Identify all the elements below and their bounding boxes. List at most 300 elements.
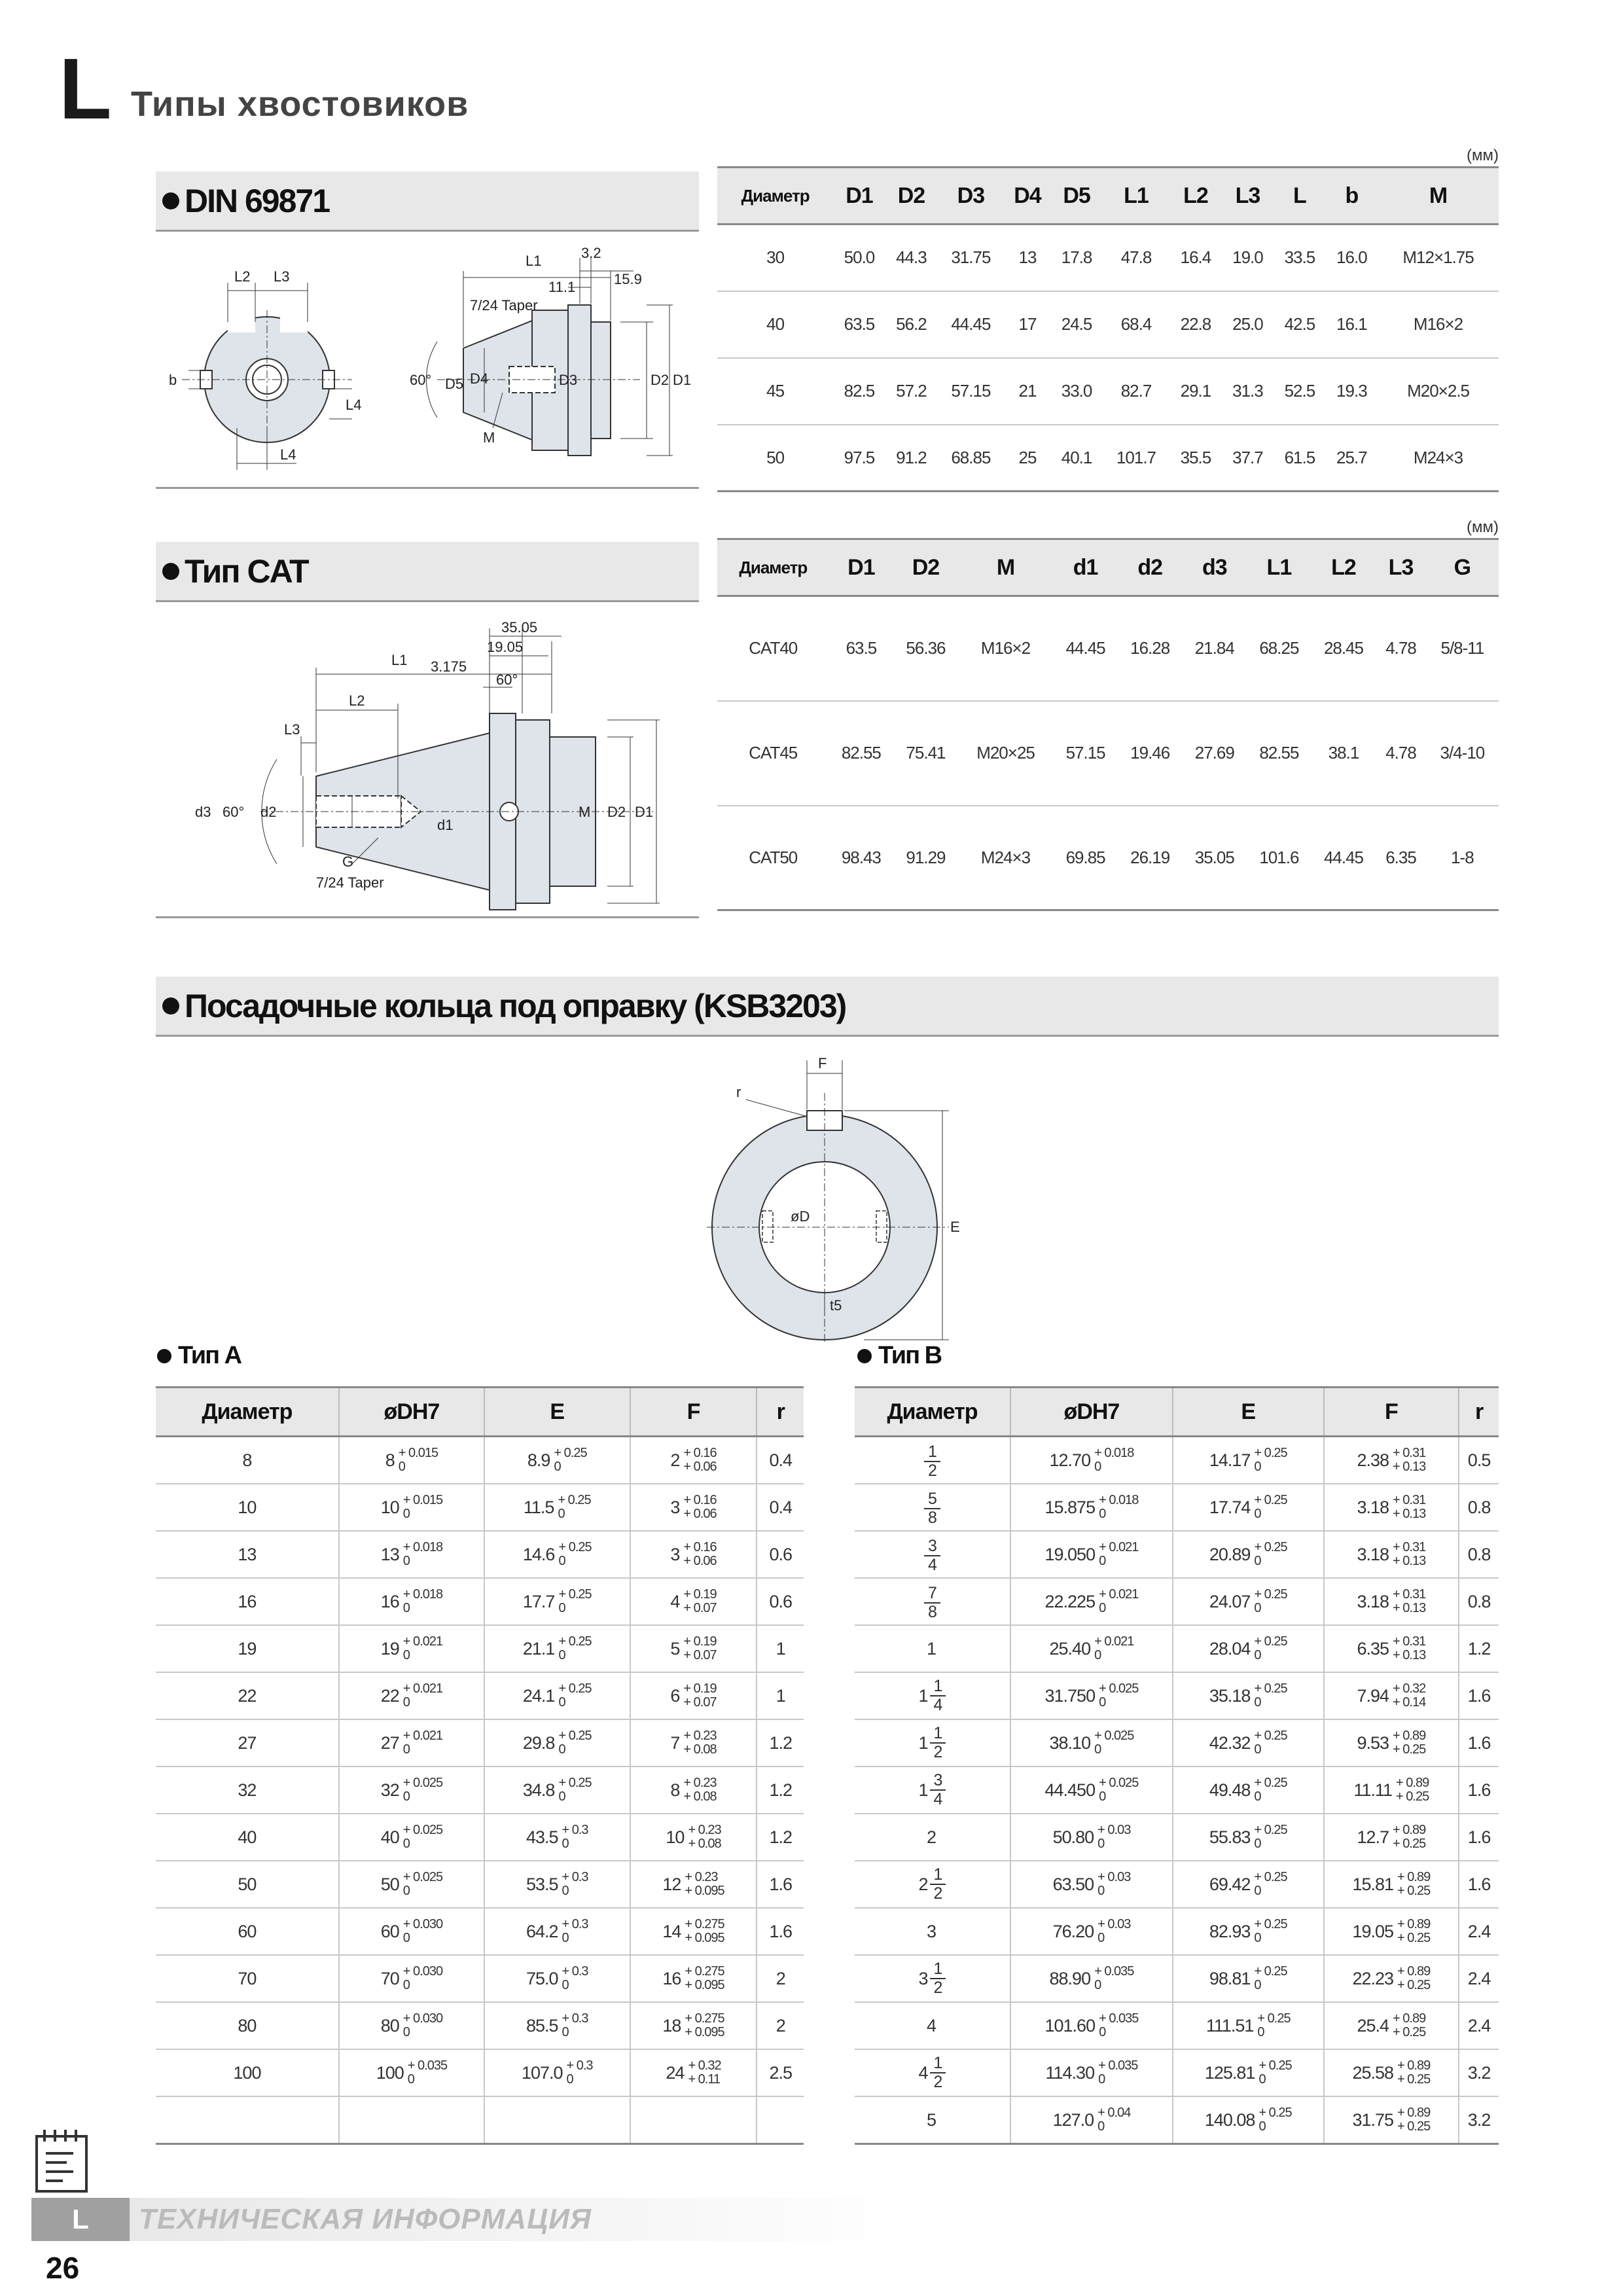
din-label-11-1: 11.1 [548,279,576,295]
din-label-l4: L4 [346,397,362,413]
ta-cell-od-nominal: 32 [380,1780,399,1800]
ta-cell-e [484,1625,630,1672]
ta-cell-od-lower: 0 [402,1554,410,1568]
ta-cell-r: 1.6 [757,1861,804,1908]
fraction-part [924,1443,940,1480]
ta-cell-f-upper: + 0.19 [683,1587,717,1602]
fraction [919,1960,946,1997]
tb-cell-r: 1.6 [1459,1719,1499,1767]
ta-table-row [156,1531,804,1578]
ta-cell-diameter: 22 [156,1672,339,1719]
tb-cell-e-nominal: 125.81 [1204,2062,1255,2083]
tb-cell-od-value-group [1050,1446,1134,1474]
tb-cell-f-value-group [1357,1494,1425,1521]
ta-table-row [156,1437,804,1484]
cat-cell: 82.55 [829,701,894,806]
cat-label-35-05: 35.05 [501,619,538,636]
ta-cell-f-value-group [670,1588,716,1615]
tb-cell-od [1010,1719,1173,1767]
tb-col-header: F [1324,1388,1459,1437]
ta-cell-f [630,1955,757,2002]
ta-cell-f-nominal: 10 [666,1827,685,1847]
ta-cell-od-tolerance [403,1918,442,1945]
tb-cell-e-nominal: 69.42 [1209,1874,1251,1894]
din-cell: 24.5 [1050,291,1102,358]
tb-cell-e-lower: 0 [1254,1507,1261,1521]
ta-cell-e [484,1955,630,2002]
cat-table-row [717,596,1499,701]
tb-cell-f-lower: + 0.25 [1397,1884,1431,1898]
cat-col-header: M [958,539,1054,596]
tb-cell-od-value-group [1053,2106,1131,2134]
ta-cell-e-value-group [523,1682,592,1710]
tb-cell-od-lower: 0 [1094,1742,1101,1757]
ta-cell-od-upper: + 0.021 [402,1634,443,1649]
tb-cell-e-lower: 0 [1254,1884,1261,1898]
tb-cell-e-value-group [1209,1541,1287,1568]
din-table-row [717,224,1499,291]
ta-cell-f-nominal: 7 [670,1732,680,1753]
din-cell: 63.5 [833,291,885,358]
ta-col-header: øDH7 [339,1388,484,1437]
fraction-whole: 2 [918,1874,928,1894]
cat-cell: 6.35 [1376,806,1425,910]
tb-cell-f-upper: + 0.89 [1397,1870,1431,1884]
tb-cell-od-tolerance [1097,2106,1130,2134]
tb-cell-f [1324,1767,1459,1814]
tb-cell-diameter [855,1531,1010,1578]
ta-cell-od-tolerance [403,1588,442,1615]
bullet-icon [162,997,179,1014]
ta-col-header: Диаметр [156,1388,339,1437]
ta-cell-e-nominal: 107.0 [521,2062,563,2083]
ta-cell-od-tolerance [399,1446,438,1474]
fraction [919,1725,946,1761]
ta-cell-e-upper: + 0.25 [558,1587,592,1602]
fraction-whole: 3 [918,1968,928,1988]
tb-cell-od-nominal: 44.450 [1044,1780,1096,1800]
tb-cell-f-tolerance [1393,2012,1425,2039]
ta-cell-r: 1 [757,1672,804,1719]
din-col-header: L [1274,168,1325,224]
cat-cell: 44.45 [1053,596,1118,701]
ta-col-header: E [484,1388,630,1437]
tb-cell-e-tolerance [1254,1729,1287,1757]
tb-col-header: r [1459,1388,1499,1437]
din-cell: 19.3 [1326,358,1378,425]
ta-cell-f-value-group [662,1918,724,1945]
tb-cell-f-value-group [1357,1823,1425,1851]
tb-cell-od-tolerance [1094,1446,1133,1474]
ta-table-row [156,1767,804,1814]
tb-cell-od-upper: + 0.025 [1094,1729,1134,1743]
ta-cell-od [339,1672,484,1719]
cat-section-header [156,542,699,602]
cat-cell: 27.69 [1183,701,1247,806]
din-label-d5: D5 [445,376,464,392]
fraction-denominator: 2 [928,1461,936,1480]
tb-cell-f-value-group [1352,2106,1430,2134]
ta-cell-e-value-group [523,1541,592,1568]
tb-cell-f [1324,1672,1459,1719]
tb-table-row [855,1672,1499,1719]
fraction-numerator: 1 [930,1725,946,1744]
tb-col-header: Диаметр [855,1388,1010,1437]
ta-cell-e-nominal: 29.8 [522,1732,555,1753]
ta-cell-f-nominal: 4 [670,1591,680,1611]
ta-cell-e [484,2002,630,2049]
tb-cell-od-nominal: 127.0 [1052,2109,1094,2130]
tb-cell-f-nominal: 6.35 [1357,1638,1389,1659]
ta-cell-od-value-group [381,1776,442,1804]
din-cell: 31.75 [937,224,1004,291]
din-cell: 40 [717,291,833,358]
tb-cell-e-nominal: 82.93 [1209,1921,1251,1941]
ta-cell-f-nominal: 3 [670,1544,680,1564]
tb-cell-od [1010,1814,1173,1861]
ta-cell-od-upper: + 0.021 [402,1729,443,1743]
tb-cell-f-upper: + 0.89 [1393,2011,1426,2026]
tb-cell-od [1010,2096,1173,2144]
ta-cell-od-upper: + 0.030 [402,1964,443,1979]
ta-cell-e-lower: 0 [558,1601,565,1615]
din-label-d3: D3 [559,372,578,388]
tb-cell-od-tolerance [1098,2059,1137,2087]
tb-cell-e-upper: + 0.25 [1257,2011,1291,2026]
tb-cell-e [1173,1719,1324,1767]
din-cell: 61.5 [1274,425,1325,492]
ta-cell-od-value-group [381,1494,442,1521]
ta-cell-f-value-group [662,1871,724,1898]
ta-cell-e-upper: + 0.25 [558,1540,592,1554]
ta-cell-od-upper: + 0.018 [402,1587,443,1602]
tb-cell-f-upper: + 0.32 [1393,1681,1426,1696]
ta-cell-f-nominal: 6 [670,1685,680,1706]
tb-cell-e-nominal: 28.04 [1209,1638,1251,1659]
ta-cell-f-tolerance [683,1682,716,1710]
tb-cell-e-value-group [1205,2106,1292,2134]
tb-cell-f [1324,1908,1459,1955]
ta-cell-f [630,1814,757,1861]
fraction-whole: 4 [918,2062,928,2083]
ta-cell-f-tolerance [683,1541,716,1568]
ta-cell-f-upper: + 0.32 [688,2058,721,2073]
cat-cell: M20×25 [958,701,1054,806]
tb-cell-e-tolerance [1254,1541,1287,1568]
ta-cell-f-value-group [670,1776,716,1804]
din-col-header: D1 [833,168,885,224]
bullet-icon [157,1349,171,1363]
fraction-part [930,1960,946,1997]
tb-cell-f-upper: + 0.89 [1397,1917,1431,1931]
tb-cell-od-upper: + 0.035 [1094,1964,1134,1979]
ta-cell-e-nominal: 17.7 [522,1591,555,1611]
tb-cell-f-nominal: 9.53 [1357,1732,1389,1753]
tb-cell-f-upper: + 0.31 [1393,1634,1426,1649]
tb-cell-od-tolerance [1094,1635,1133,1662]
tb-cell-od-lower: 0 [1099,1695,1106,1710]
ta-cell-f [630,2049,757,2096]
type-a-heading: Тип A [157,1342,241,1370]
tb-cell-od-value-group [1045,2012,1139,2039]
ta-cell-e-upper: + 0.3 [562,1964,588,1979]
ta-cell-od [339,1578,484,1625]
tb-cell-diameter [855,2049,1010,2096]
din-cell: 40.1 [1050,425,1102,492]
din-cell: 16.0 [1326,224,1378,291]
ta-cell-r: 1 [757,1625,804,1672]
fraction [927,1922,938,1942]
tb-cell-od-upper: + 0.03 [1097,1917,1131,1931]
ta-cell-f-lower: + 0.06 [683,1507,717,1521]
ta-cell-f-value-group [662,2012,724,2039]
ta-cell-e-tolerance [562,1918,588,1945]
tb-cell-e-nominal: 111.51 [1205,2015,1254,2036]
tb-table-row [855,2049,1499,2096]
ta-cell-f [630,2002,757,2049]
cat-label-D1: D1 [635,804,654,820]
cat-cell: 21.84 [1183,596,1247,701]
ta-cell-od-value-group [381,1682,442,1710]
tb-cell-e-tolerance [1254,1871,1287,1898]
ta-cell-od-tolerance [403,1494,442,1521]
ta-table-row [156,1955,804,2002]
tb-cell-od [1010,1437,1173,1484]
tb-cell-f-nominal: 3.18 [1357,1497,1389,1517]
cat-cell: CAT40 [717,596,829,701]
ta-cell-od-nominal: 80 [380,2015,399,2036]
ta-cell-e-value-group [523,1588,592,1615]
tb-cell-f-nominal: 15.81 [1352,1874,1394,1894]
ta-table-row [156,2002,804,2049]
tb-cell-diameter [855,1484,1010,1531]
ta-cell-od-upper: + 0.025 [402,1776,443,1790]
tb-cell-e-value-group [1205,2059,1292,2087]
ta-table-row [156,1719,804,1767]
fraction-whole: 1 [918,1780,928,1800]
ta-cell-f-lower: + 0.07 [683,1601,717,1615]
ta-cell-e-value-group [526,1918,588,1945]
ta-table-row [156,2049,804,2096]
tb-table-row [855,1814,1499,1861]
tb-cell-f-value-group [1352,1918,1430,1945]
tb-cell-f-upper: + 0.89 [1393,1823,1426,1837]
ta-table-row [156,1578,804,1625]
ta-cell-e-tolerance [562,1823,588,1851]
cat-label-d1: d1 [437,817,454,833]
ta-cell-f-upper: + 0.23 [688,1823,721,1837]
tb-cell-e-tolerance [1258,2106,1291,2134]
tb-cell-od-upper: + 0.035 [1098,2058,1138,2073]
tb-cell-od-value-group [1045,1776,1139,1804]
din-cell: 29.1 [1169,358,1221,425]
din-cell: M12×1.75 [1378,224,1499,291]
ta-cell-e [484,1437,630,1484]
tb-cell-od-upper: + 0.018 [1099,1493,1139,1507]
ta-table-row [156,1625,804,1672]
tb-cell-diameter [855,1955,1010,2002]
ta-cell-e-nominal: 21.1 [522,1638,555,1659]
tb-cell-f-nominal: 3.18 [1357,1591,1389,1611]
din-cell: 33.5 [1274,224,1325,291]
cat-cell: M24×3 [958,806,1054,910]
ta-cell-od-nominal: 16 [380,1591,399,1611]
cat-label-3-175: 3.175 [431,658,467,675]
tb-cell-od-value-group [1045,1541,1139,1568]
tb-cell-diameter [855,1908,1010,1955]
tb-cell-r: 0.5 [1459,1437,1499,1484]
fraction [919,1677,946,1714]
ta-cell-f-lower: + 0.06 [683,1554,717,1568]
ta-cell-r: 0.6 [757,1578,804,1625]
tb-cell-e-value-group [1209,1682,1287,1710]
ta-cell-od-nominal: 27 [380,1732,399,1753]
ta-cell-e-lower: 0 [566,2072,573,2087]
tb-table-row [855,2096,1499,2144]
fraction-whole: 3 [926,1921,936,1941]
footer-tab: L [31,2198,130,2241]
tb-cell-e-value-group [1209,1494,1287,1521]
ta-cell-od [339,1625,484,1672]
ta-cell-e [484,1767,630,1814]
tb-cell-f [1324,2002,1459,2049]
tb-cell-e [1173,1908,1324,1955]
tb-cell-e [1173,1814,1324,1861]
fraction-denominator: 4 [928,1555,936,1574]
tb-cell-f-nominal: 22.23 [1352,1968,1394,1988]
tb-cell-f-tolerance [1393,1823,1425,1851]
cat-cell: 19.46 [1118,701,1183,806]
ta-cell-e-tolerance [558,1635,591,1662]
ta-cell-e-tolerance [558,1776,591,1804]
fraction-denominator: 4 [933,1696,942,1714]
tb-cell-f-tolerance [1393,1682,1425,1710]
din-table-row [717,291,1499,358]
tb-cell-e [1173,1578,1324,1625]
ta-cell-od [339,1861,484,1908]
tb-cell-e-tolerance [1254,1776,1287,1804]
cat-col-header: G [1426,539,1499,596]
din-label-angle: 60° [410,372,432,388]
cat-cell: 44.45 [1311,806,1376,910]
ta-table-row [156,1672,804,1719]
tb-cell-e-tolerance [1257,2012,1290,2039]
ta-cell-f [630,1861,757,1908]
din-cell: 25 [1005,425,1051,492]
cat-col-header: L2 [1311,539,1376,596]
ta-cell-e-upper: + 0.25 [558,1634,592,1649]
ta-cell-od [339,1767,484,1814]
din-cell: 35.5 [1169,425,1221,492]
ta-cell-e-value-group [526,1965,588,1992]
ta-cell-diameter: 16 [156,1578,339,1625]
tb-cell-e-nominal: 140.08 [1204,2109,1255,2130]
ta-cell-od-nominal: 13 [380,1544,399,1564]
tb-cell-e-upper: + 0.25 [1258,2058,1292,2073]
tb-cell-f-upper: + 0.89 [1397,1964,1431,1979]
cat-label-D2: D2 [607,804,626,820]
ta-cell-e-upper: + 0.3 [566,2058,593,2073]
tb-cell-f-value-group [1357,1588,1425,1615]
ta-cell-od-nominal: 60 [380,1921,399,1941]
din-col-header: D3 [937,168,1004,224]
ta-cell-f-upper: + 0.16 [683,1540,717,1554]
chapter-letter: L [59,41,112,137]
tb-cell-f [1324,1814,1459,1861]
tb-cell-e-nominal: 35.18 [1209,1685,1251,1706]
fraction-part [930,1866,946,1903]
ta-cell-od-lower: 0 [407,2072,414,2087]
fraction [927,2110,938,2130]
tb-cell-od [1010,1767,1173,1814]
ta-cell-f-lower: + 0.07 [683,1648,717,1662]
din-cell: 16.4 [1169,224,1221,291]
bullet-icon [857,1349,872,1363]
din-cell: 25.0 [1222,291,1274,358]
cat-label-taper: 7/24 Taper [316,874,384,891]
fraction-whole: 5 [926,2109,936,2130]
din-col-header: L3 [1222,168,1274,224]
ta-cell-od [339,2049,484,2096]
tb-cell-f-tolerance [1397,1871,1430,1898]
ta-cell-f-nominal: 5 [670,1638,680,1659]
ta-cell-e-tolerance [562,1965,588,1992]
cat-cell: 16.28 [1118,596,1183,701]
ta-cell-e [484,2049,630,2096]
tb-cell-od-tolerance [1099,1541,1138,1568]
tb-cell-diameter [855,1625,1010,1672]
tb-cell-e-nominal: 20.89 [1209,1544,1251,1564]
ta-cell-f-upper: + 0.19 [683,1681,717,1696]
cat-cell: 68.25 [1247,596,1311,701]
ta-cell-od-upper: + 0.025 [402,1870,443,1884]
tb-cell-e-nominal: 42.32 [1209,1732,1251,1753]
tb-cell-f-tolerance [1397,1965,1430,1992]
tb-cell-od-lower: 0 [1098,2072,1105,2087]
ta-cell-f-tolerance [688,1823,721,1851]
tb-cell-od-nominal: 76.20 [1052,1921,1094,1941]
tb-cell-e-lower: 0 [1254,1837,1261,1851]
tb-cell-f [1324,1861,1459,1908]
ta-cell-e [484,1908,630,1955]
tb-cell-od-lower: 0 [1099,1789,1106,1804]
tb-cell-f-value-group [1352,2059,1430,2087]
fraction-whole: 1 [918,1685,928,1706]
tb-cell-f-tolerance [1397,1918,1430,1945]
tb-cell-e-value-group [1209,1823,1287,1851]
ta-cell-od-lower: 0 [402,1789,410,1804]
tb-cell-f-lower: + 0.25 [1397,1931,1431,1945]
tb-cell-r: 1.6 [1459,1767,1499,1814]
ta-cell-e-value-group [527,1446,587,1474]
tb-cell-od-nominal: 50.80 [1052,1827,1094,1847]
cat-unit: (мм) [1467,518,1499,536]
tb-cell-od-value-group [1050,1729,1134,1757]
cat-drawing [156,602,699,918]
tb-cell-e-upper: + 0.25 [1254,1540,1287,1554]
ta-cell-od-lower: 0 [402,1884,410,1898]
din-cell: 52.5 [1274,358,1325,425]
tb-cell-od-nominal: 19.050 [1044,1544,1096,1564]
fraction-numerator: 3 [924,1537,940,1556]
ta-cell-diameter: 80 [156,2002,339,2049]
tb-cell-f-tolerance [1393,1494,1425,1521]
ta-cell-e-nominal: 11.5 [523,1497,554,1517]
ta-cell-od [339,1955,484,2002]
ta-cell-f-tolerance [683,1776,716,1804]
footer-section-title: ТЕХНИЧЕСКАЯ ИНФОРМАЦИЯ [139,2203,592,2235]
din-cell: M20×2.5 [1378,358,1499,425]
